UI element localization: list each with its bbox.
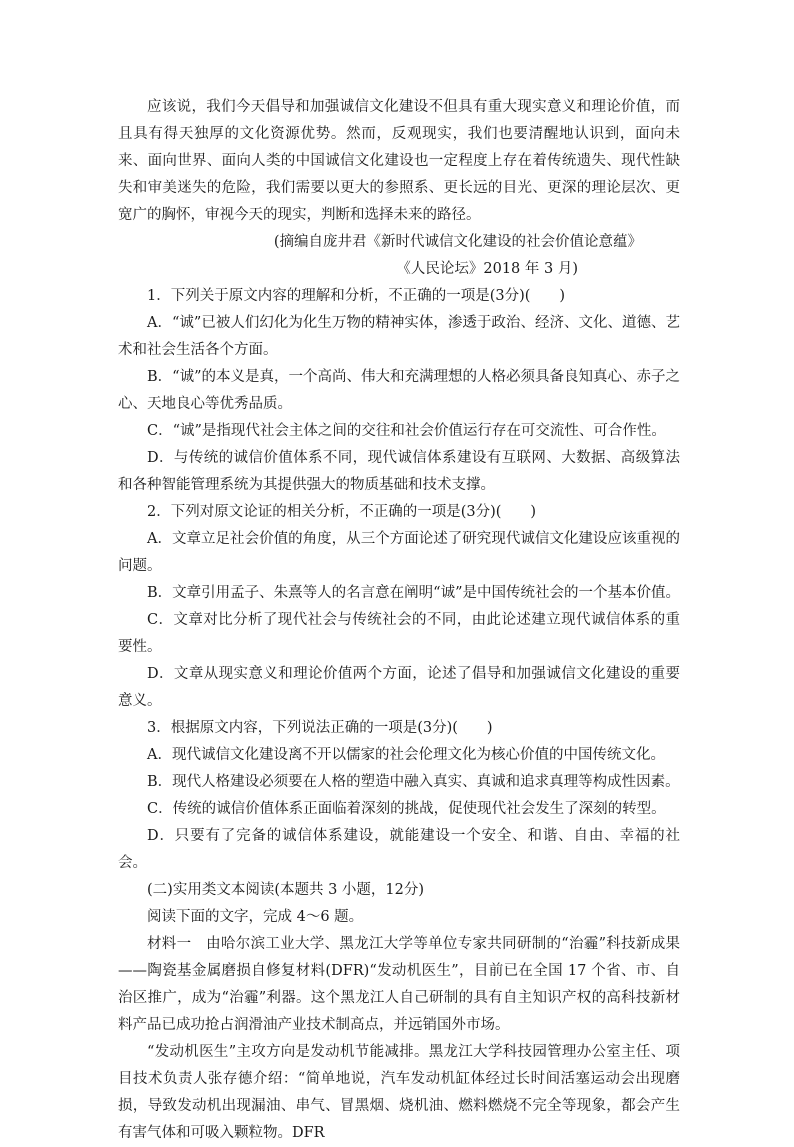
- question-option: B．“诚”的本义是真，一个高尚、伟大和充满理想的人格必须具备良知真心、赤子之心、天地良心等优秀品质。: [118, 369, 680, 412]
- question-option: A．文章立足社会价值的角度，从三个方面论述了研究现代诚信文化建设应该重视的问题。: [118, 531, 680, 574]
- question-1: [118, 283, 680, 499]
- material-paragraph: “发动机医生”主攻方向是发动机节能减排。黑龙江大学科技园管理办公室主任、项目技术负责人张存德介绍：“简单地说，汽车发动机缸体经过长时间活塞运动会出现磨损，导致发动机出现漏油、串气、冒黑烟、烧机油、燃料燃烧不完全等现象，都会产生有害气体和可吸入颗粒物。DFR: [118, 1044, 680, 1141]
- source-citation-line-1: (摘编自庞井君《新时代诚信文化建设的社会价值论意蕴》: [273, 234, 642, 250]
- question-stem: 2．下列对原文论证的相关分析，不正确的一项是(3分)( ): [147, 504, 537, 520]
- question-stem: 3．根据原文内容，下列说法正确的一项是(3分)( ): [147, 720, 493, 736]
- question-option: B．现代人格建设必须要在人格的塑造中融入真实、真诚和追求真理等构成性因素。: [147, 774, 680, 790]
- section-instruction: 阅读下面的文字，完成 4～6 题。: [147, 909, 364, 925]
- question-option: D．与传统的诚信价值体系不同，现代诚信体系建设有互联网、大数据、高级算法和各种智能管理系统为其提供强大的物质基础和技术支撑。: [118, 450, 680, 493]
- question-option: C．“诚”是指现代社会主体之间的交往和社会价值运行存在可交流性、可合作性。: [147, 423, 666, 439]
- document-body: [118, 94, 680, 1147]
- body-paragraph: 应该说，我们今天倡导和加强诚信文化建设不但具有重大现实意义和理论价值，而且具有得天独厚的文化资源优势。然而，反观现实，我们也要清醒地认识到，面向未来、面向世界、面向人类的中国诚信文化建设也一定程度上存在着传统遗失、现代性缺失和审美迷失的危险，我们需要以更大的参照系、更长远的目光、更深的理论层次、更宽广的胸怀，审视今天的现实，判断和选择未来的路径。: [118, 99, 680, 223]
- question-3: [118, 715, 680, 877]
- question-option: A．现代诚信文化建设离不开以儒家的社会伦理文化为核心价值的中国传统文化。: [147, 747, 665, 763]
- material-paragraph: 材料一 由哈尔滨工业大学、黑龙江大学等单位专家共同研制的“治霾”科技新成果——陶瓷基金属磨损自修复材料(DFR)“发动机医生”，目前已在全国 17 个省、市、自治区推广，成为“治霾”利器。这个黑龙江人自己研制的具有自主知识产权的高科技新材料产品已成功抢占润滑油产业技术制高点，并远销国外市场。: [118, 936, 680, 1033]
- question-2: [118, 499, 680, 715]
- question-option: D．只要有了完备的诚信体系建设，就能建设一个安全、和谐、自由、幸福的社会。: [118, 828, 680, 871]
- question-option: D．文章从现实意义和理论价值两个方面，论述了倡导和加强诚信文化建设的重要意义。: [118, 666, 680, 709]
- question-option: A．“诚”已被人们幻化为化生万物的精神实体，渗透于政治、经济、文化、道德、艺术和社会生活各个方面。: [118, 315, 680, 358]
- question-option: C．文章对比分析了现代社会与传统社会的不同，由此论述建立现代诚信体系的重要性。: [118, 612, 680, 655]
- question-option: B．文章引用孟子、朱熹等人的名言意在阐明“诚”是中国传统社会的一个基本价值。: [147, 585, 680, 601]
- question-option: C．传统的诚信价值体系正面临着深刻的挑战，促使现代社会发生了深刻的转型。: [147, 801, 666, 817]
- section-heading: (二)实用类文本阅读(本题共 3 小题，12分): [147, 882, 425, 898]
- source-citation-line-2: 《人民论坛》2018 年 3 月): [396, 261, 578, 277]
- question-stem: 1．下列关于原文内容的理解和分析，不正确的一项是(3分)( ): [147, 288, 566, 304]
